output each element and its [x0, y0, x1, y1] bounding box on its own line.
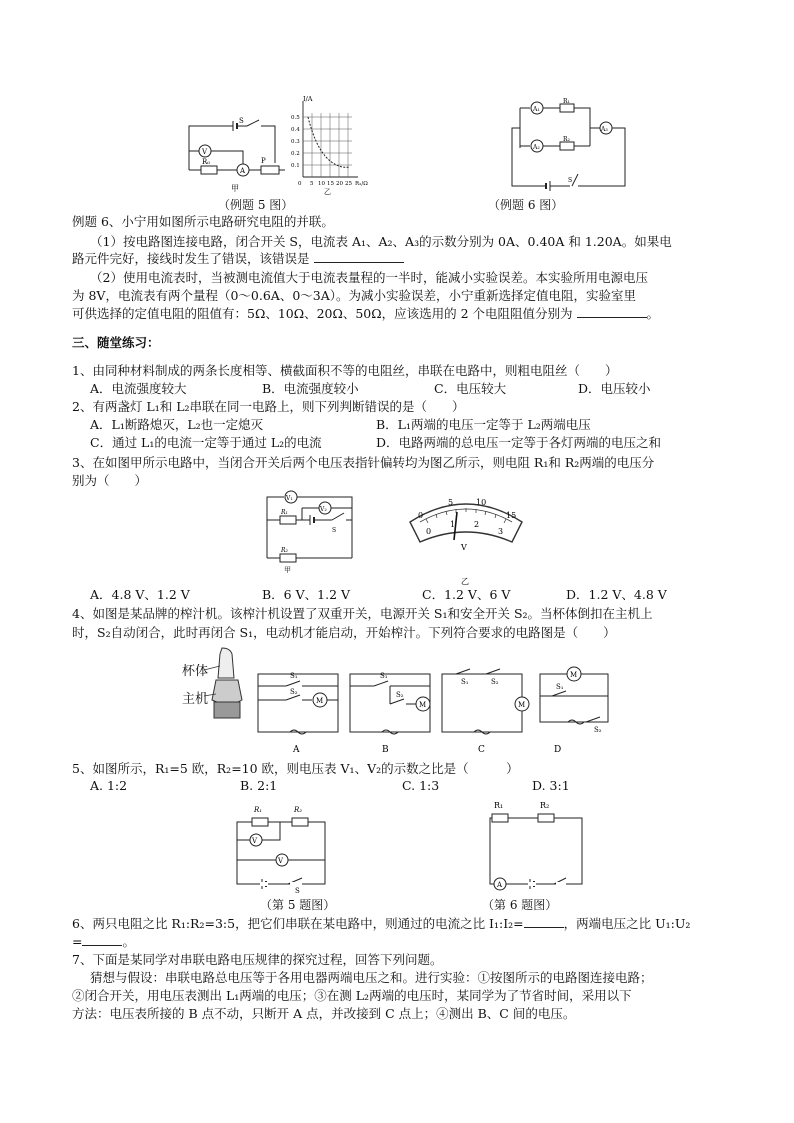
svg-text:S: S	[295, 887, 300, 895]
svg-text:乙: 乙	[461, 577, 469, 586]
svg-text:V: V	[252, 837, 258, 845]
svg-text:甲: 甲	[231, 184, 239, 193]
svg-text:R₂: R₂	[540, 801, 550, 810]
example6-part2-line2: 为 8V，电流表有两个量程（0～0.6A、0～3A）。为减小实验误差，小宁重新选择定值电阻，实验室里	[72, 288, 636, 303]
svg-text:0.4: 0.4	[291, 127, 300, 133]
svg-text:A: A	[293, 745, 300, 755]
svg-text:M: M	[570, 671, 578, 679]
example6-part2-line1: （2）使用电流表时，当被测电流值大于电流表量程的一半时，能减小实验误差。本实验所用电源电压	[90, 270, 648, 285]
svg-text:V: V	[278, 857, 284, 865]
juicer-base-label: 主机	[182, 692, 209, 707]
question-6-figure-caption: （第 6 题图）	[482, 898, 558, 912]
question-3-option-b[interactable]: B．6 V、1.2 V	[262, 587, 351, 602]
question-2-option-d[interactable]: D．电路两端的总电压一定等于各灯两端的电压之和	[376, 435, 662, 450]
question-3-stem-line1: 3、在如图甲所示电路中，当闭合开关后两个电压表指针偏转均为图乙所示，则电阻 R₁和 R₂两端的电压分	[72, 455, 655, 470]
example5-figure-caption: （例题 5 图）	[218, 198, 294, 212]
svg-text:I/A: I/A	[303, 95, 313, 103]
svg-text:S: S	[332, 527, 337, 534]
svg-text:D: D	[554, 745, 562, 755]
question-3-circuit-diagram	[262, 490, 362, 572]
question-7-line3: 方法：电压表所接的 B 点不动，只断开 A 点，并改接到 C 点上；④测出 B、C 间的电压。	[72, 1006, 576, 1021]
svg-text:A: A	[240, 167, 246, 175]
svg-text:R₂: R₂	[563, 136, 570, 143]
svg-text:S₁: S₁	[461, 678, 469, 686]
svg-text:S: S	[568, 177, 573, 184]
svg-text:3: 3	[498, 527, 504, 536]
svg-text:10: 10	[476, 498, 487, 507]
svg-text:0.5: 0.5	[291, 115, 300, 121]
question-5-option-b[interactable]: B. 2:1	[240, 778, 278, 793]
question-3-option-a[interactable]: A．4.8 V、1.2 V	[90, 587, 190, 602]
question-1-option-b[interactable]: B．电流强度较小	[262, 381, 359, 396]
svg-text:10: 10	[318, 181, 325, 187]
svg-text:V: V	[202, 148, 208, 156]
question-7-line1: 猜想与假设：串联电路总电压等于各用电器两端电压之和。进行实验：①按图所示的电路图连接电路；	[90, 970, 653, 985]
example5-circuit-diagram	[185, 117, 305, 193]
example6-title: 例题 6、小宁用如图所示电路研究电阻的并联。	[72, 214, 334, 229]
svg-text:0: 0	[418, 511, 424, 520]
svg-text:R₂/Ω: R₂/Ω	[355, 181, 368, 187]
svg-text:1: 1	[450, 520, 456, 529]
svg-text:0.3: 0.3	[291, 139, 300, 145]
question-7-stem: 7、下面是某同学对串联电路电压规律的探究过程，回答下列问题。	[72, 952, 443, 967]
svg-text:V: V	[461, 543, 467, 552]
question-3-stem-line2: 别为（ ）	[72, 473, 148, 488]
svg-text:R₁: R₁	[281, 509, 288, 516]
answer-blank[interactable]	[314, 250, 404, 263]
question-2-option-b[interactable]: B．L₁两端的电压一定等于 L₂两端电压	[376, 417, 591, 432]
svg-text:0.1: 0.1	[291, 163, 300, 169]
question-6-circuit-diagram	[470, 800, 590, 892]
svg-text:A: A	[497, 881, 503, 889]
question-6-line2: = 。	[72, 934, 135, 949]
question-3-option-c[interactable]: C．1.2 V、6 V	[422, 587, 511, 602]
svg-text:5: 5	[448, 498, 454, 507]
svg-text:R₁: R₁	[494, 801, 504, 810]
example6-part1-line1: （1）按电路图连接电路，闭合开关 S，电流表 A₁、A₂、A₃的示数分别为 0A、0.40A 和 1.20A。如果电	[90, 234, 672, 249]
svg-text:V₂: V₂	[320, 506, 327, 513]
example6-part1-line2: 路元件完好，接线时发生了错误，该错误是	[72, 250, 738, 267]
question-1-option-d[interactable]: D．电压较小	[578, 381, 651, 396]
svg-text:2: 2	[474, 520, 480, 529]
question-4-circuit-options	[256, 664, 612, 756]
svg-text:0.2: 0.2	[291, 151, 300, 157]
example6-circuit-diagram	[510, 98, 630, 190]
svg-text:R₁: R₁	[563, 98, 570, 105]
question-2-stem: 2、有两盏灯 L₁和 L₂串联在同一电路上，则下列判断错误的是（ ）	[72, 399, 465, 414]
svg-text:S₂: S₂	[396, 691, 404, 699]
question-5-option-c[interactable]: C. 1:3	[402, 778, 440, 793]
question-2-option-a[interactable]: A．L₁断路熄灭，L₂也一定熄灭	[90, 417, 264, 432]
example6-figure-caption: （例题 6 图）	[488, 198, 564, 212]
svg-text:甲: 甲	[284, 566, 291, 574]
answer-blank-current-ratio[interactable]	[524, 915, 564, 928]
example5-current-resistance-graph	[288, 95, 376, 195]
svg-text:0: 0	[426, 527, 432, 536]
svg-text:15: 15	[506, 511, 517, 520]
question-6-line1: 6、两只电阻之比 R₁:R₂=3:5，把它们串联在某电路中，则通过的电流之比 I₁:I₂= ，两端电压之比 U₁:U₂	[72, 916, 691, 931]
question-4-stem-line1: 4、如图是某品牌的榨汁机。该榨汁机设置了双重开关，电源开关 S₁和安全开关 S₂。当杯体倒扣在主机上	[72, 606, 653, 621]
answer-blank[interactable]	[577, 305, 647, 318]
svg-text:25: 25	[345, 181, 352, 187]
svg-text:A₁: A₁	[533, 106, 540, 113]
juicer-cup-label: 杯体	[182, 664, 209, 679]
question-1-option-c[interactable]: C．电压较大	[434, 381, 507, 396]
svg-text:S₁: S₁	[290, 672, 298, 680]
svg-text:A₂: A₂	[533, 144, 540, 151]
question-5-option-a[interactable]: A. 1:2	[90, 778, 128, 793]
svg-text:V₁: V₁	[286, 495, 293, 502]
question-1-option-a[interactable]: A．电流强度较大	[90, 381, 187, 396]
svg-text:S₁: S₁	[380, 672, 388, 680]
svg-text:P: P	[261, 157, 266, 165]
example6-part2-line3: 可供选择的定值电阻的阻值有：5Ω、10Ω、20Ω、50Ω，应该选用的 2 个电阻阻值分别为 。	[72, 306, 660, 321]
question-2-option-c[interactable]: C．通过 L₁的电流一定等于通过 L₂的电流	[90, 435, 322, 450]
question-1-stem: 1、由同种材料制成的两条长度相等、横截面积不等的电阻丝，串联在电路中，则粗电阻丝（ ）	[72, 363, 618, 378]
question-5-figure-caption: （第 5 题图）	[260, 898, 336, 912]
question-5-option-d[interactable]: D. 3:1	[532, 778, 570, 793]
question-4-stem-line2: 时，S₂自动闭合，此时再闭合 S₁，电动机才能启动，开始榨汁。下列符合要求的电路图是（ ）	[72, 625, 616, 640]
question-5-stem: 5、如图所示，R₁=5 欧，R₂=10 欧，则电压表 V₁、V₂的示数之比是（ ）	[72, 761, 519, 776]
question-3-option-d[interactable]: D．1.2 V、4.8 V	[566, 587, 667, 602]
svg-text:S₁: S₁	[556, 683, 564, 691]
juicer-illustration	[180, 646, 250, 726]
svg-text:R₁: R₁	[254, 806, 263, 814]
svg-text:S₂: S₂	[491, 678, 499, 686]
svg-text:C: C	[478, 745, 485, 755]
answer-blank-voltage-ratio[interactable]	[82, 933, 122, 946]
svg-text:R₂: R₂	[281, 547, 288, 554]
svg-text:S: S	[239, 117, 244, 125]
svg-text:0: 0	[298, 181, 302, 187]
svg-text:M: M	[316, 697, 324, 705]
svg-text:M: M	[518, 701, 526, 709]
question-7-line2: ②闭合开关，用电压表测出 L₁两端的电压；③在测 L₂两端的电压时，某同学为了节省时间，采用以下	[72, 988, 632, 1003]
svg-text:5: 5	[310, 181, 314, 187]
question-3-voltmeter-dial	[404, 492, 528, 584]
svg-text:S₂: S₂	[594, 726, 602, 734]
svg-text:20: 20	[336, 181, 343, 187]
svg-text:A₃: A₃	[601, 126, 608, 133]
question-5-circuit-diagram	[232, 800, 332, 895]
svg-text:乙: 乙	[324, 188, 331, 196]
svg-text:R₂: R₂	[294, 806, 303, 814]
svg-text:M: M	[419, 701, 427, 709]
svg-text:S₂: S₂	[290, 688, 298, 696]
section-heading: 三、随堂练习：	[72, 335, 160, 350]
svg-text:R₀: R₀	[202, 158, 211, 166]
svg-text:15: 15	[327, 181, 334, 187]
svg-text:B: B	[382, 745, 389, 755]
